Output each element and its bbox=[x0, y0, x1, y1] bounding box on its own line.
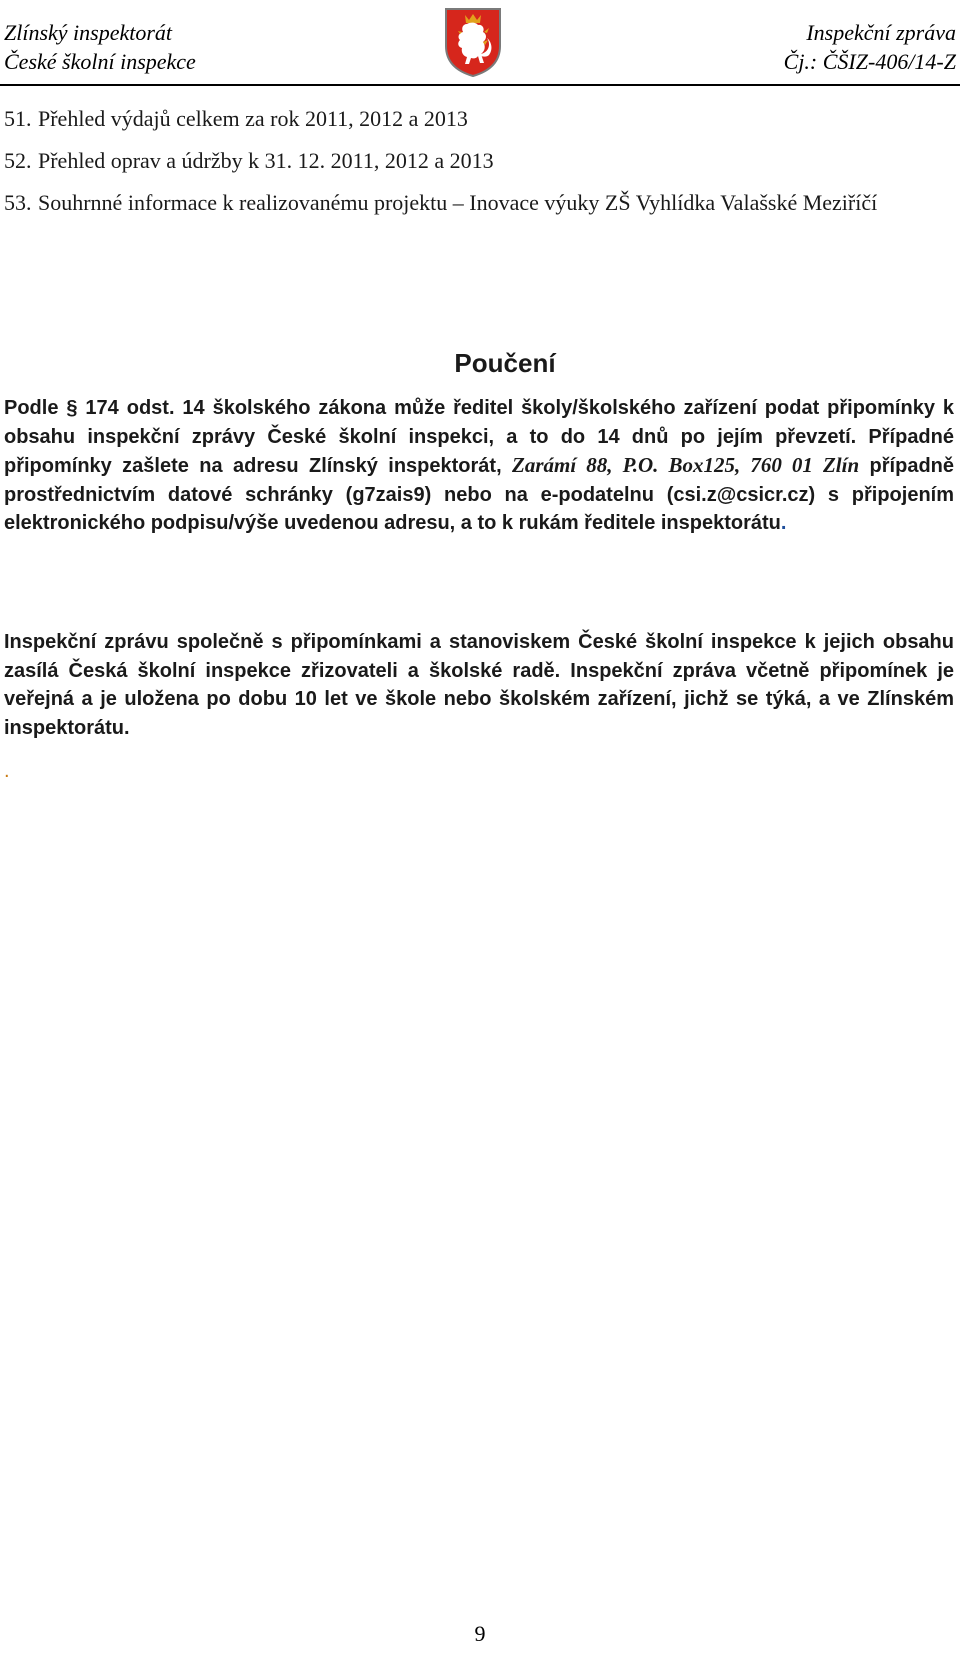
list-item bbox=[4, 188, 954, 217]
list-item-number: 52. bbox=[4, 148, 32, 173]
postal-address: Zarámí 88, P.O. Box125, 760 01 Zlín bbox=[512, 453, 860, 477]
section-heading: Poučení bbox=[454, 348, 556, 378]
reference-number: Čj.: ČŠIZ-406/14-Z bbox=[783, 49, 956, 74]
header-right bbox=[784, 18, 956, 76]
paragraph-end-dot: . bbox=[780, 512, 787, 534]
header-left bbox=[4, 18, 196, 76]
attachment-list bbox=[4, 104, 954, 230]
instruction-text: Podle § 174 odst. 14 školského zákona může ředitel školy/školského zařízení podat připomínky k obsahu inspekční zprávy České školní inspekci, a to do 14 dnů po jejím převzetí. Případné připomínky zašlete na adresu Zlínský inspektorát, bbox=[4, 397, 954, 477]
list-item bbox=[4, 146, 954, 175]
list-item-number: 51. bbox=[4, 106, 32, 131]
report-type: Inspekční zpráva bbox=[806, 20, 956, 45]
header-divider bbox=[0, 84, 960, 86]
distribution-paragraph: Inspekční zprávu společně s připomínkami a stanoviskem České školní inspekce k jejich obsahu zasílá Česká školní inspekce zřizovateli a školské radě. Inspekční zpráva včetně připomínek je veřejná a je uložena po dobu 10 let ve škole nebo školském zařízení, jichž se týká, a ve Zlínském inspektorátu. bbox=[4, 631, 954, 739]
list-item bbox=[4, 104, 954, 133]
czech-lion-crest-icon bbox=[443, 6, 503, 78]
list-item-text: Souhrnné informace k realizovanému projektu – Inovace výuky ZŠ Vyhlídka Valašské Meziříčí bbox=[38, 190, 878, 215]
institution-name: České školní inspekce bbox=[4, 49, 196, 74]
list-item-number: 53. bbox=[4, 190, 32, 215]
trailing-dot: . bbox=[4, 760, 10, 782]
list-item-text: Přehled oprav a údržby k 31. 12. 2011, 2012 a 2013 bbox=[38, 148, 494, 173]
instruction-text-continued: případně prostřednictvím datové schránky (g7zais9) nebo na e-podatelnu (csi.z@csicr.cz) s připojením elektronického podpisu/výše uvedenou adresu, a to k rukám ředitele inspektorátu bbox=[4, 455, 954, 534]
list-item-text: Přehled výdajů celkem za rok 2011, 2012 a 2013 bbox=[38, 106, 468, 131]
inspectorate-name: Zlínský inspektorát bbox=[4, 20, 173, 45]
instruction-paragraph bbox=[4, 394, 954, 538]
page-number: 9 bbox=[474, 1621, 486, 1646]
